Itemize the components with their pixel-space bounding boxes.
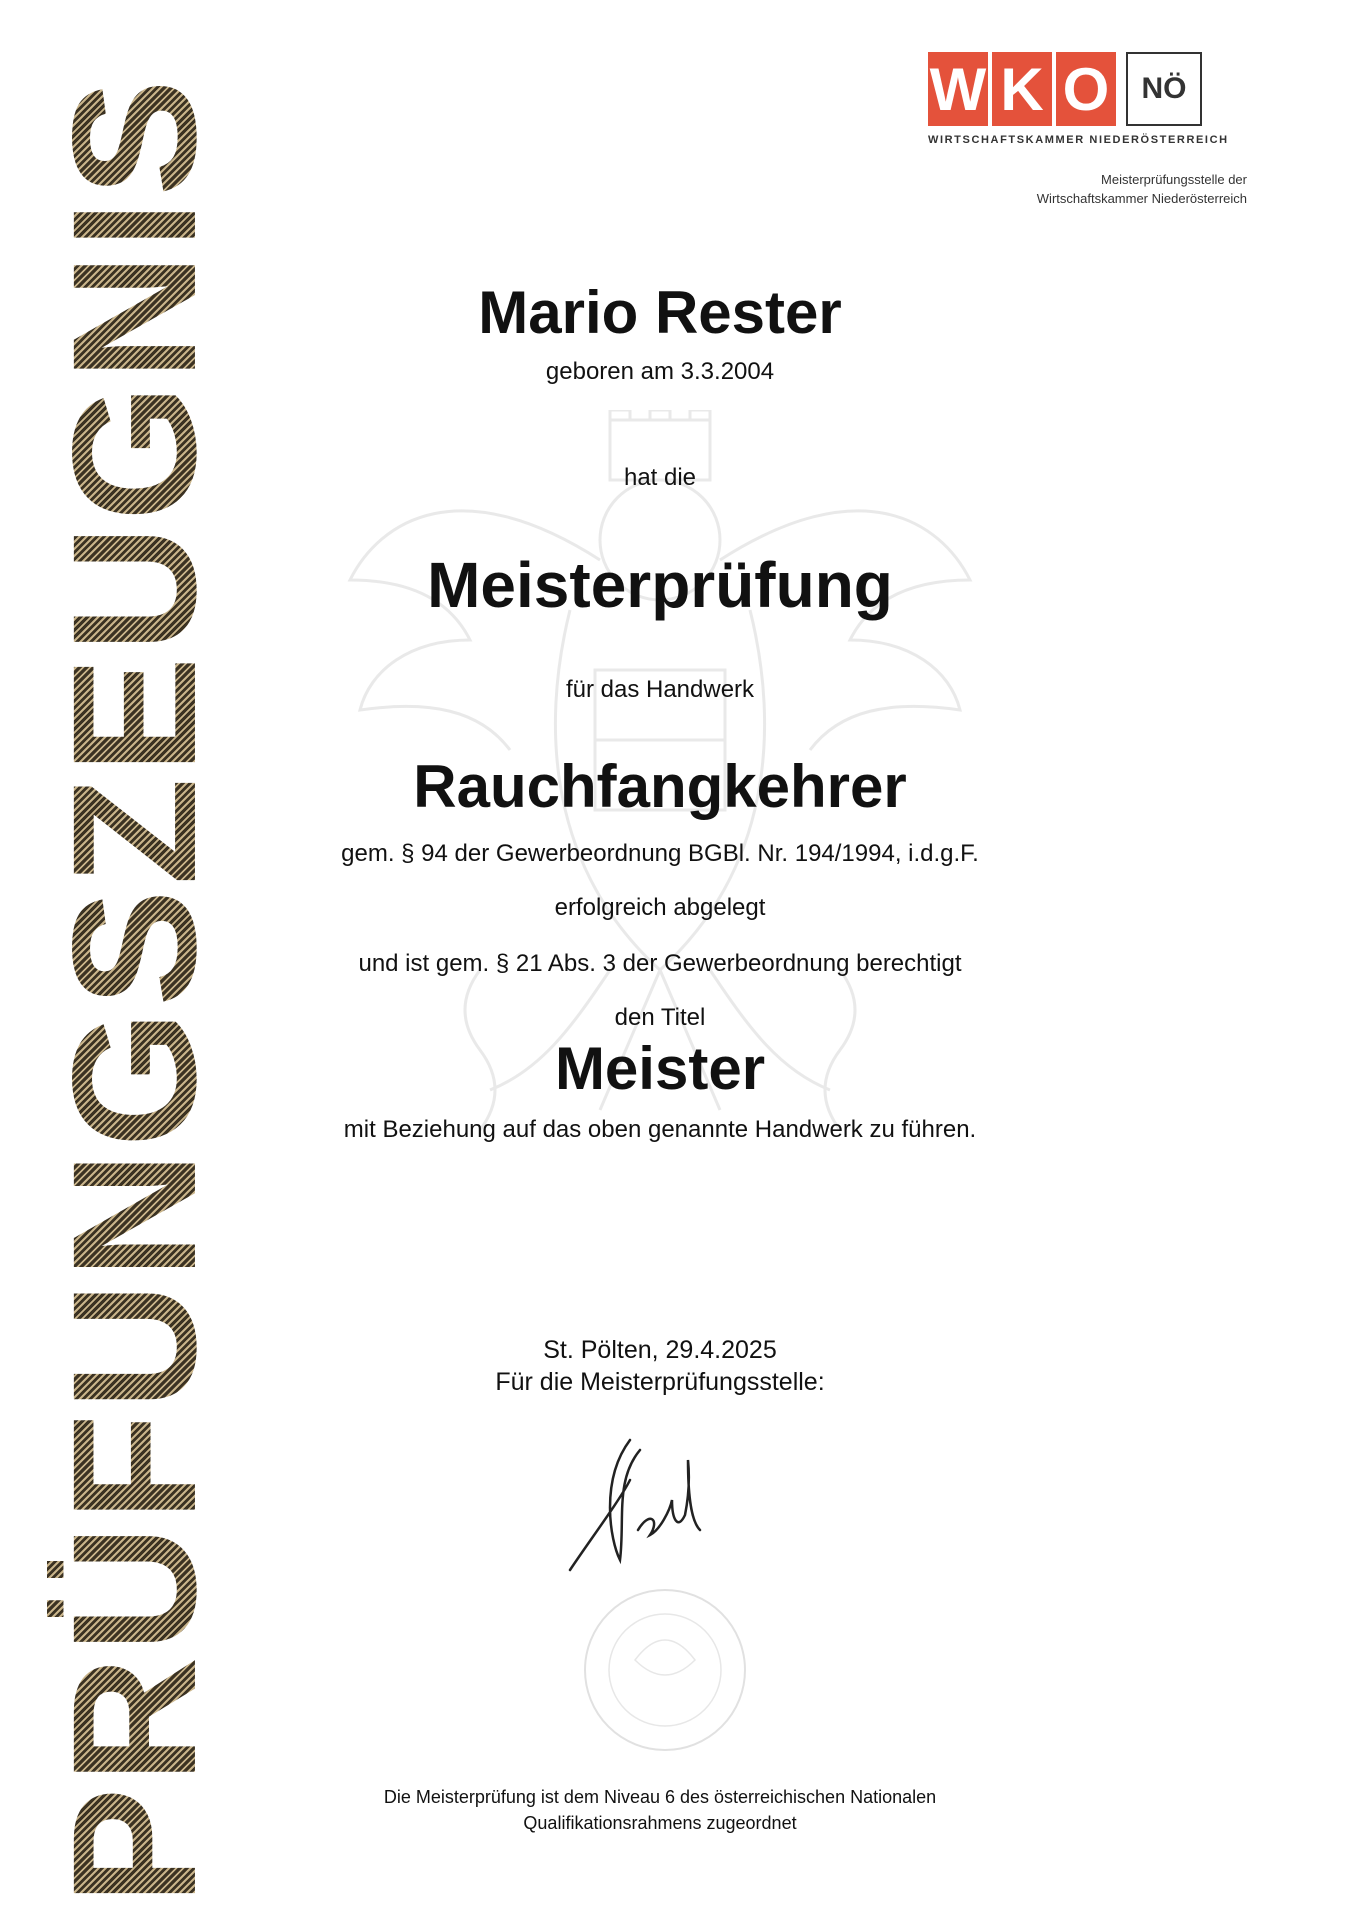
place-date: St. Pölten, 29.4.2025 bbox=[543, 1336, 777, 1364]
craft-intro: für das Handwerk bbox=[565, 676, 755, 703]
signature-icon bbox=[560, 1420, 740, 1600]
has-text: hat die bbox=[623, 464, 697, 491]
issuer-line-1: Meisterprüfungsstelle der bbox=[1101, 172, 1247, 187]
holder-name: Mario Rester bbox=[478, 279, 842, 346]
footer-note bbox=[250, 1784, 1070, 1836]
logo-letter-o: O bbox=[1056, 52, 1116, 126]
embossed-seal-icon bbox=[575, 1580, 755, 1760]
logo-subtitle: WIRTSCHAFTSKAMMER NIEDERÖSTERREICH bbox=[928, 134, 1229, 146]
law-reference-1: gem. § 94 der Gewerbeordnung BGBl. Nr. 194/1994, i.d.g.F. bbox=[341, 840, 979, 867]
logo-letter-k: K bbox=[992, 52, 1052, 126]
footer-line-1: Die Meisterprüfung ist dem Niveau 6 des österreichischen Nationalen bbox=[383, 1787, 937, 1807]
craft-name: Rauchfangkehrer bbox=[413, 753, 907, 820]
logo-letter-w: W bbox=[928, 52, 988, 126]
passed-text: erfolgreich abgelegt bbox=[554, 894, 766, 921]
issuer bbox=[1037, 170, 1247, 208]
law-reference-2: und ist gem. § 21 Abs. 3 der Gewerbeordnung berechtigt bbox=[358, 950, 962, 977]
side-title-text: PRÜFUNGSZEUGNIS bbox=[37, 75, 234, 1905]
signing-authority: Für die Meisterprüfungsstelle: bbox=[495, 1368, 825, 1396]
side-title bbox=[37, 75, 234, 1905]
issuer-line-2: Wirtschaftskammer Niederösterreich bbox=[1036, 191, 1247, 206]
footer-line-2: Qualifikationsrahmens zugeordnet bbox=[523, 1813, 797, 1833]
awarded-title: Meister bbox=[554, 1035, 766, 1102]
scope-text: mit Beziehung auf das oben genannte Handwerk zu führen. bbox=[343, 1116, 977, 1143]
exam-title: Meisterprüfung bbox=[427, 549, 893, 621]
wko-logo bbox=[928, 52, 1248, 146]
title-intro: den Titel bbox=[614, 1004, 706, 1031]
birth-date: geboren am 3.3.2004 bbox=[545, 358, 775, 385]
logo-region: NÖ bbox=[1126, 52, 1202, 126]
